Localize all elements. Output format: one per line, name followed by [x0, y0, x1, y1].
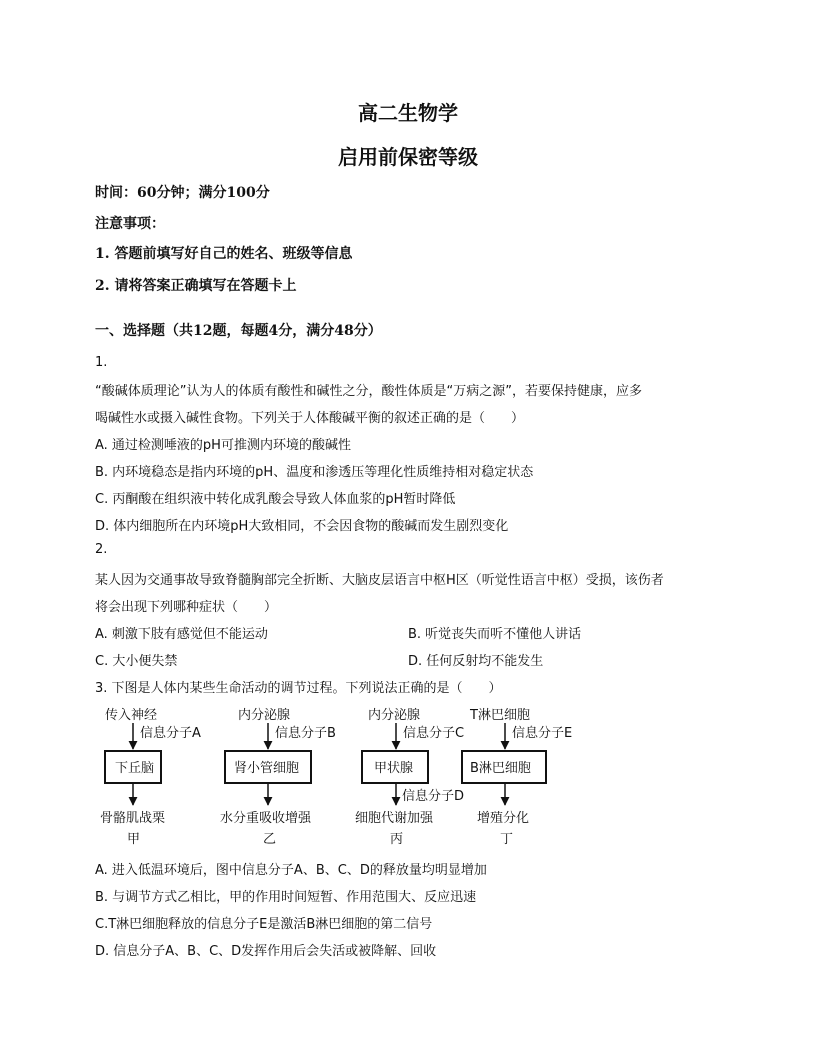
- regulation-diagram: [100, 703, 600, 853]
- panel-signal-out: 信息分子D: [402, 789, 465, 804]
- panel-source: 内分泌腺: [368, 708, 421, 723]
- option-c: C.T淋巴细胞释放的信息分子E是激活B淋巴细胞的第二信号: [95, 917, 433, 932]
- notice-item-1: 1. 答题前填写好自己的姓名、班级等信息: [95, 246, 353, 262]
- panel-signal: 信息分子A: [140, 726, 201, 741]
- panel-box: 甲状腺: [374, 761, 414, 776]
- option-a: A. 进入低温环境后，图中信息分子A、B、C、D的释放量均明显增加: [95, 863, 487, 878]
- option-b: B. 与调节方式乙相比，甲的作用时间短暂、作用范围大、反应迅速: [95, 890, 477, 905]
- option-b: B. 内环境稳态是指内环境的pH、温度和渗透压等理化性质维持相对稳定状态: [95, 465, 534, 480]
- panel-box: 下丘脑: [115, 761, 155, 776]
- exam-subtitle: 启用前保密等级: [338, 145, 478, 169]
- notice-title: 注意事项：: [95, 216, 165, 232]
- option-a: A. 刺激下肢有感觉但不能运动: [95, 627, 268, 642]
- panel-source: 传入神经: [105, 708, 158, 723]
- question-number: 2.: [95, 542, 108, 557]
- panel-label: 乙: [263, 832, 277, 847]
- diagram-panel-yi: [220, 707, 336, 847]
- option-d: D. 信息分子A、B、C、D发挥作用后会失活或被降解、回收: [95, 944, 437, 959]
- panel-box: 肾小管细胞: [234, 761, 300, 776]
- option-d: D. 任何反射均不能发生: [408, 654, 544, 669]
- option-c: C. 丙酮酸在组织液中转化成乳酸会导致人体血浆的pH暂时降低: [95, 492, 456, 507]
- question-stem-line: 某人因为交通事故导致脊髓胸部完全折断、大脑皮层语言中枢H区（听觉性语言中枢）受损，该伤者: [95, 573, 664, 588]
- option-d: D. 体内细胞所在内环境pH大致相同，不会因食物的酸碱而发生剧烈变化: [95, 519, 509, 534]
- question-stem: 3. 下图是人体内某些生命活动的调节过程。下列说法正确的是（ ）: [95, 681, 502, 696]
- question-number: 1.: [95, 355, 108, 370]
- panel-label: 丙: [390, 832, 404, 847]
- panel-result: 水分重吸收增强: [220, 811, 312, 826]
- section-title: 一、选择题（共12题，每题4分，满分48分）: [95, 323, 382, 339]
- question-stem-line: “酸碱体质理论”认为人的体质有酸性和碱性之分，酸性体质是“万病之源”，若要保持健康，应多: [95, 384, 642, 399]
- exam-title: 高二生物学: [358, 101, 458, 125]
- diagram-panel-ding: [462, 707, 572, 847]
- panel-box: B淋巴细胞: [470, 761, 531, 776]
- panel-result: 骨骼肌战栗: [100, 811, 166, 826]
- panel-result: 细胞代谢加强: [355, 811, 434, 826]
- panel-source: 内分泌腺: [238, 708, 291, 723]
- option-b: B. 听觉丧失而听不懂他人讲话: [408, 627, 582, 642]
- diagram-panel-jia: [100, 707, 201, 847]
- option-c: C. 大小便失禁: [95, 654, 178, 669]
- diagram-panel-bing: [355, 707, 464, 847]
- panel-label: 丁: [500, 832, 514, 847]
- panel-signal: 信息分子B: [275, 726, 336, 741]
- time-info: 时间：60分钟；满分100分: [95, 185, 270, 201]
- panel-signal: 信息分子E: [512, 726, 573, 741]
- question-stem-line: 喝碱性水或摄入碱性食物。下列关于人体酸碱平衡的叙述正确的是（ ）: [95, 411, 525, 426]
- panel-result: 增殖分化: [477, 811, 530, 826]
- option-a: A. 通过检测唾液的pH可推测内环境的酸碱性: [95, 438, 351, 453]
- question-stem-line: 将会出现下列哪种症状（ ）: [95, 600, 278, 615]
- panel-signal: 信息分子C: [403, 726, 465, 741]
- notice-item-2: 2. 请将答案正确填写在答题卡上: [95, 278, 297, 294]
- panel-source: T淋巴细胞: [470, 708, 530, 723]
- panel-label: 甲: [127, 832, 141, 847]
